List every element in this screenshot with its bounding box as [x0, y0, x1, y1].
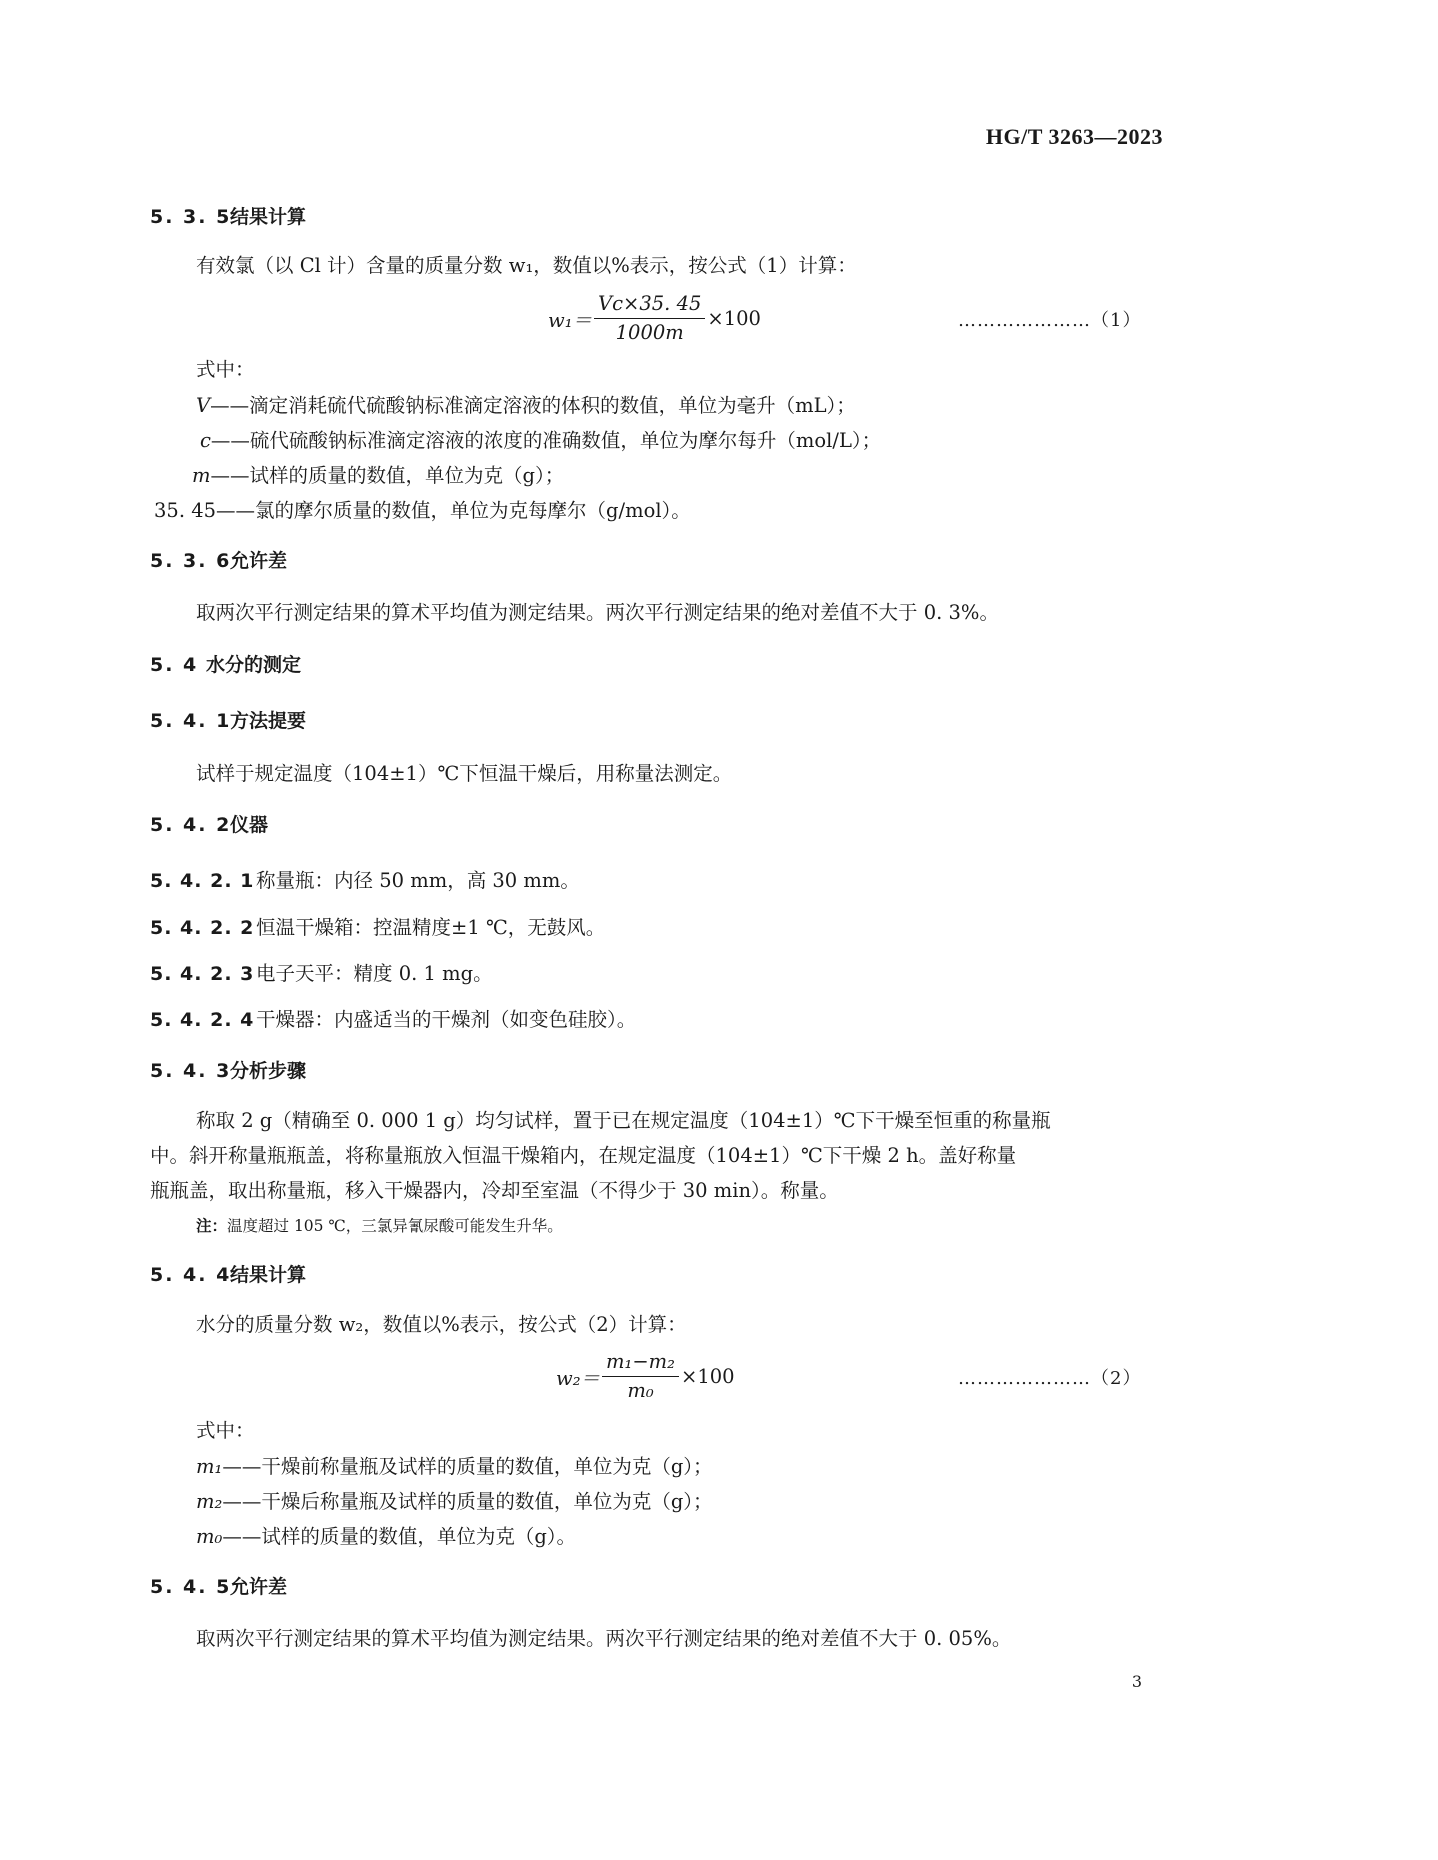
result-calc-intro: 有效氯（以 Cl 计）含量的质量分数 w₁，数值以%表示，按公式（1）计算： [196, 254, 857, 277]
variable-symbol: m₀ [196, 1525, 223, 1548]
formula-1-leader [958, 306, 1141, 332]
section-title: 方法提要 [230, 710, 307, 732]
section-number: 5. 3. 5 [150, 206, 232, 228]
item-number: 5. 4. 2. 2 [150, 917, 255, 939]
formula-denominator: 1000m [615, 321, 684, 344]
section-title: 允许差 [230, 550, 288, 572]
section-heading-5-4-5 [150, 1572, 287, 1599]
tolerance-text: 取两次平行测定结果的算术平均值为测定结果。两次平行测定结果的绝对差值不大于 0. 3%。 [196, 601, 999, 624]
section-title: 仪器 [230, 814, 269, 836]
formula-numerator: Vc×35. 45 [594, 292, 705, 319]
variable-symbol: m₂ [196, 1490, 223, 1513]
instrument-item [150, 958, 493, 986]
section-number: 5. 4. 5 [150, 1576, 232, 1598]
standard-code: HG/T 3263—2023 [985, 124, 1163, 149]
item-text: 干燥器：内盛适当的干燥剂（如变色硅胶）。 [256, 1008, 637, 1031]
formula-1 [548, 292, 761, 345]
section-number: 5. 4. 3 [150, 1060, 232, 1082]
variable-definition [196, 1451, 713, 1479]
instrument-item [150, 1004, 636, 1032]
section-number: 5. 4 [150, 654, 199, 676]
section-title: 结果计算 [230, 206, 307, 228]
instrument-item [150, 912, 605, 940]
instrument-item [150, 865, 580, 893]
item-text: 电子天平：精度 0. 1 mg。 [256, 962, 493, 985]
variable-description: ——干燥后称量瓶及试样的质量的数值，单位为克（g）； [222, 1490, 713, 1513]
note-text: 温度超过 105 ℃，三氯异氰尿酸可能发生升华。 [227, 1217, 563, 1235]
method-summary: 试样于规定温度（104±1）℃下恒温干燥后，用称量法测定。 [196, 762, 733, 785]
note-label: 注： [196, 1217, 228, 1235]
procedure-line: 中。斜开称量瓶瓶盖，将称量瓶放入恒温干燥箱内，在规定温度（104±1）℃下干燥 2 h。盖好称量 [150, 1144, 1017, 1167]
procedure-line: 称取 2 g（精确至 0. 000 1 g）均匀试样，置于已在规定温度（104±1）℃下干燥至恒重的称量瓶 [196, 1109, 1051, 1132]
where-label: 式中： [196, 1419, 255, 1442]
moisture-calc-intro: 水分的质量分数 w₂，数值以%表示，按公式（2）计算： [196, 1313, 687, 1336]
variable-definition [154, 495, 691, 523]
section-title: 允许差 [230, 1576, 288, 1598]
formula-tail: ×100 [707, 307, 761, 330]
item-number: 5. 4. 2. 4 [150, 1009, 255, 1031]
item-text: 称量瓶：内径 50 mm，高 30 mm。 [256, 869, 580, 892]
variable-definition [200, 425, 881, 453]
tolerance-text: 取两次平行测定结果的算术平均值为测定结果。两次平行测定结果的绝对差值不大于 0. 05%。 [196, 1627, 1012, 1650]
variable-symbol: V [196, 394, 211, 417]
formula-lhs: w₂＝ [556, 1366, 601, 1390]
formula-tail: ×100 [680, 1365, 735, 1388]
procedure-line: 瓶瓶盖，取出称量瓶，移入干燥器内，冷却至室温（不得少于 30 min）。称量。 [150, 1179, 839, 1202]
section-number: 5. 4. 2 [150, 814, 232, 836]
formula-fraction [594, 292, 705, 345]
section-number: 5. 4. 1 [150, 710, 232, 732]
variable-description: ——试样的质量的数值，单位为克（g）。 [222, 1525, 577, 1548]
formula-lhs: w₁＝ [548, 308, 593, 332]
variable-description: ——硫代硫酸钠标准滴定溶液的浓度的准确数值，单位为摩尔每升（mol/L）； [210, 429, 882, 452]
page-number: 3 [1131, 1672, 1142, 1691]
leader-dots: ………………… [958, 310, 1091, 331]
variable-description: ——干燥前称量瓶及试样的质量的数值，单位为克（g）； [222, 1455, 713, 1478]
procedure-note [196, 1214, 563, 1236]
section-number: 5. 3. 6 [150, 550, 232, 572]
section-heading-5-4-4 [150, 1260, 306, 1287]
equation-number: （1） [1091, 310, 1142, 331]
variable-description: ——滴定消耗硫代硫酸钠标准滴定溶液的体积的数值，单位为毫升（mL）； [210, 394, 856, 417]
item-text: 恒温干燥箱：控温精度±1 ℃，无鼓风。 [256, 916, 606, 939]
variable-definition [192, 460, 564, 488]
formula-denominator: m₀ [627, 1379, 654, 1402]
section-heading-5-4-2 [150, 810, 268, 837]
section-title: 结果计算 [230, 1264, 307, 1286]
variable-definition [196, 1486, 713, 1514]
equation-number: （2） [1091, 1368, 1142, 1389]
variable-definition [196, 1521, 576, 1549]
variable-symbol: c [200, 429, 211, 452]
section-title: 分析步骤 [230, 1060, 307, 1082]
formula-fraction [602, 1350, 679, 1403]
variable-symbol: m [192, 464, 211, 487]
section-heading-5-4 [150, 650, 301, 677]
item-number: 5. 4. 2. 1 [150, 870, 255, 892]
section-heading-5-3-6 [150, 546, 287, 573]
variable-symbol: m₁ [196, 1455, 223, 1478]
section-heading-5-3-5 [150, 202, 306, 229]
formula-numerator: m₁−m₂ [602, 1350, 679, 1377]
leader-dots: ………………… [958, 1368, 1091, 1389]
formula-2 [556, 1350, 735, 1403]
variable-description: ——氯的摩尔质量的数值，单位为克每摩尔（g/mol）。 [216, 499, 691, 522]
item-number: 5. 4. 2. 3 [150, 963, 255, 985]
section-title: 水分的测定 [206, 654, 302, 676]
section-number: 5. 4. 4 [150, 1264, 232, 1286]
variable-symbol: 35. 45 [154, 499, 217, 522]
variable-description: ——试样的质量的数值，单位为克（g）； [210, 464, 565, 487]
section-heading-5-4-3 [150, 1056, 306, 1083]
variable-definition [196, 390, 856, 418]
formula-2-leader [958, 1364, 1141, 1390]
section-heading-5-4-1 [150, 706, 306, 733]
where-label: 式中： [196, 358, 255, 381]
